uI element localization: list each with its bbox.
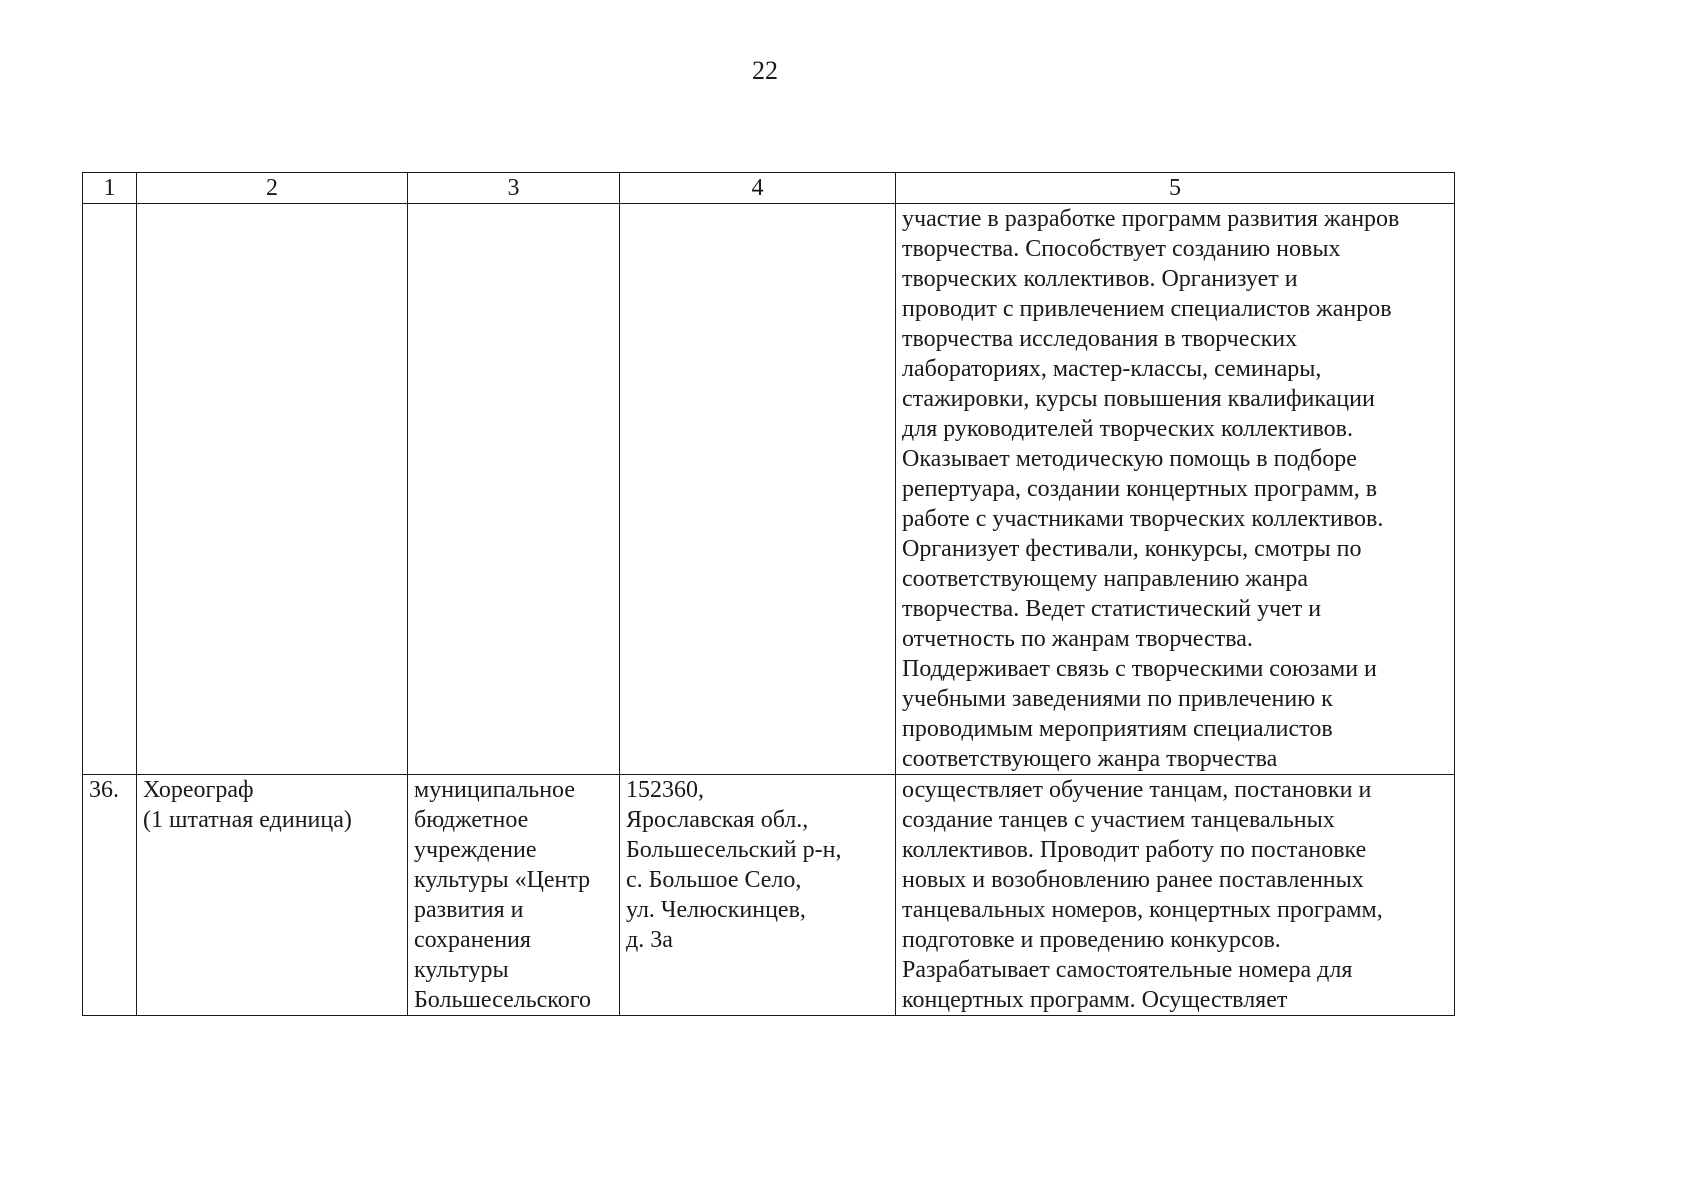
row-number-cell: 36. [83, 775, 137, 1016]
organization-cell: муниципальное бюджетное учреждение культуры «Центр развития и сохранения культуры Большесельского [408, 775, 620, 1016]
position-cell: Хореограф (1 штатная единица) [137, 775, 408, 1016]
duties-cell: осуществляет обучение танцам, постановки и создание танцев с участием танцевальных коллективов. Проводит работу по постановке новых и возобновлению ранее поставленных танцевальных номеров, концертных программ, подготовке и проведению конкурсов. Разрабатывает самостоятельные номера для концертных программ. Осуществляет [896, 775, 1455, 1016]
address-cell [620, 204, 896, 775]
page-number: 22 [752, 56, 778, 85]
column-header-2: 2 [137, 173, 408, 204]
table-header-row [83, 173, 1455, 204]
column-header-1: 1 [83, 173, 137, 204]
row-number-cell [83, 204, 137, 775]
column-header-3: 3 [408, 173, 620, 204]
column-header-5: 5 [896, 173, 1455, 204]
table-row-continued [83, 204, 1455, 775]
staff-table [82, 172, 1455, 1016]
position-cell [137, 204, 408, 775]
column-header-4: 4 [620, 173, 896, 204]
table-row-36 [83, 775, 1455, 1016]
organization-cell [408, 204, 620, 775]
duties-cell: участие в разработке программ развития жанров творчества. Способствует созданию новых творческих коллективов. Организует и проводит с привлечением специалистов жанров творчества исследования в творческих лабораториях, мастер-классы, семинары, стажировки, курсы повышения квалификации для руководителей творческих коллективов. Оказывает методическую помощь в подборе репертуара, создании концертных программ, в работе с участниками творческих коллективов. Организует фестивали, конкурсы, смотры по соответствующему направлению жанра творчества. Ведет статистический учет и отчетность по жанрам творчества. Поддерживает связь с творческими союзами и учебными заведениями по привлечению к проводимым мероприятиям специалистов соответствующего жанра творчества [896, 204, 1455, 775]
address-cell: 152360, Ярославская обл., Большесельский р-н, с. Большое Село, ул. Челюскинцев, д. 3а [620, 775, 896, 1016]
